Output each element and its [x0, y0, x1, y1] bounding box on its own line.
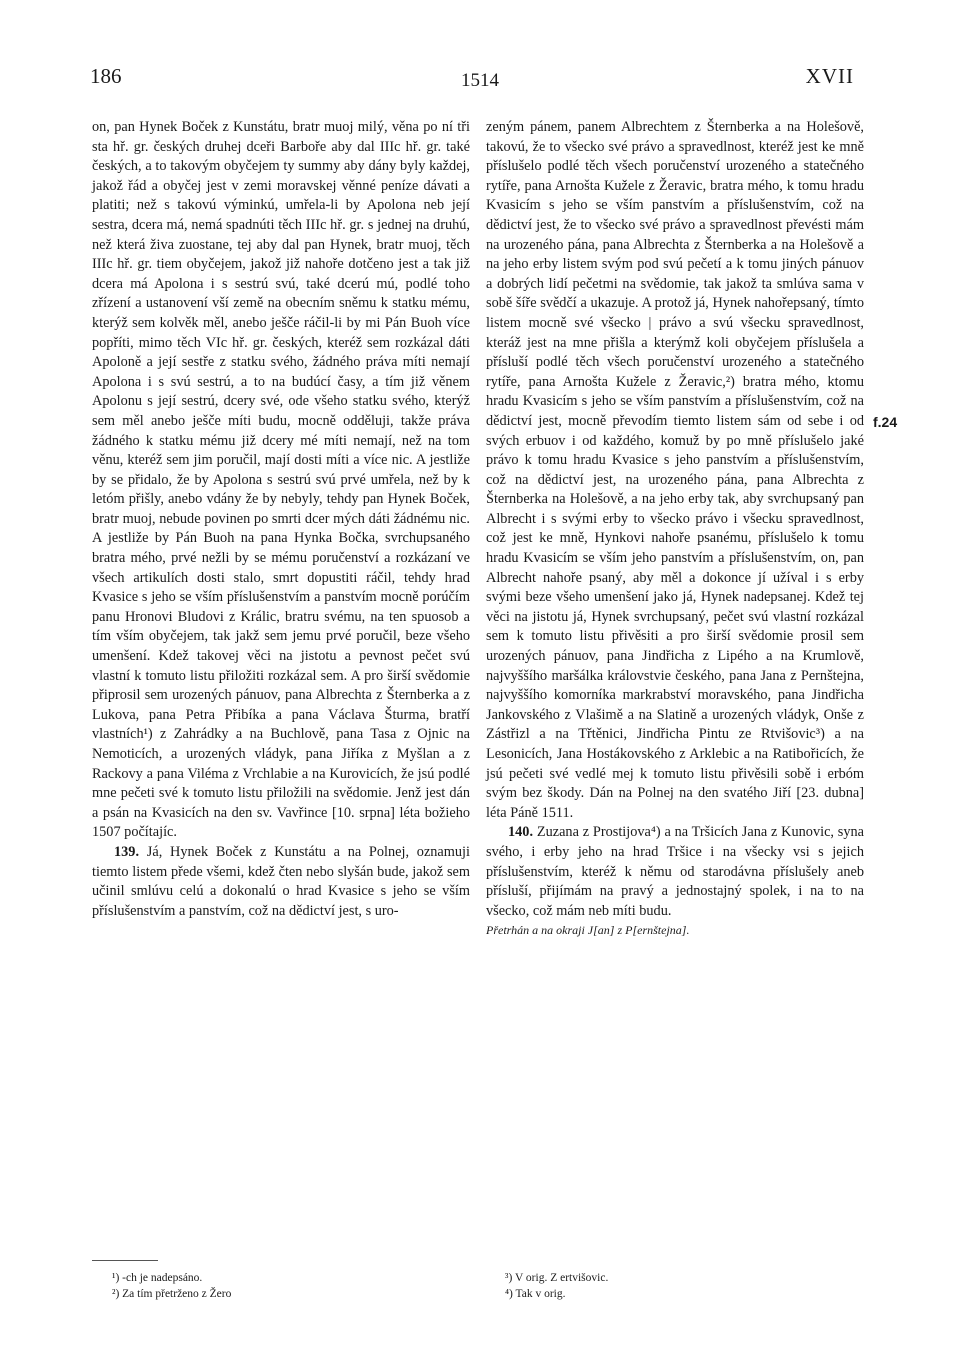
footnote-divider [92, 1260, 158, 1261]
footnote-4: ⁴) Tak v orig. [505, 1288, 566, 1300]
footnotes-right [505, 1270, 845, 1302]
document-number: 140. [508, 824, 534, 841]
page-header [0, 64, 960, 94]
document-139-text: Já, Hynek Boček z Kunstátu a na Polnej, oznamuji tiemto listem přede všemi, kdež čten nebo slyšán bude, jakož sem učinil smlúvu celú a dokonalú o hrad Kvasice s jeho se vším příslušenstvím a panstvím, což na dědictví jest, s uro- [92, 843, 470, 919]
running-year: 1514 [461, 70, 499, 91]
document-number: 139. [114, 843, 140, 860]
page-number: 186 [90, 64, 122, 88]
footnote-1: ¹) -ch je nadepsáno. [112, 1272, 203, 1284]
footnote-3: ³) V orig. Z ertvišovic. [505, 1272, 609, 1284]
footnotes-left [112, 1270, 452, 1302]
document-140-text: Zuzana z Prostijova⁴) a na Tršicích Jana z Kunovic, syna svého, i erby jeho na hrad Tršice i na všecky vsi s jejich příslušenstvím, kteréž k němu od starodávna příslušely aneb přísluší, přijímám na pravý a jednostajný spolek, i na to na všecko, což mám neb míti budu. [486, 824, 865, 919]
right-column [486, 118, 864, 941]
footnote-2: ²) Za tím přetrženo z Žero [112, 1288, 232, 1300]
left-paragraph-continued: on, pan Hynek Boček z Kunstátu, bratr muoj milý, věna po ní tři sta hř. gr. českých druhej dceři Barboře aby dal IIIc hř. gr. také českých, a to takovým obyčejem ty summy aby dány byly každej, jakož řád a obyčej jest v zemi moravskej věnné peníze dávati a platiti; než s takovú výminkú, umřela-li by Apolona neb její sestra, dcera má, nemá spadnúti těch IIIc hř. gr. s jednej na druhú, než která živa zuostane, tej aby dal pan Hynek, bratr muoj, těch IIIc hř. gr. tiem obyčejem, jakož již nahoře dotčeno jest a tak již dcera má Apolona i s sestrú svú, také dcerú mú, podlé toho zřízení a ustanovení vší země na obecním sněmu k statku mému, kterýž sem kolvěk měl, anebo ješče ráčil-li by mi Pán Buoh více popříti, mimo těch VIc hř. gr. českých, kteréž sem rozkázal dáti Apoloně a její sestře z statku svého, žádného práva míti nemají Apolona i s svú sestrú, a to na budúcí časy, a tím již věnem Apolonu s její sestrú, dcery své, ode všeho statku svého, kterýž sem měl anebo ješče míti budu, mocně odděluji, takže práva žádného k statku mému již dcery mé míti nemají, než na tom věnu, kteréž sem jim poručil, mají dosti míti a více nic. A jestliže by se přidalo, že by Apolona s sestrú svú prvé umřela, než by k letóm přišly, anebo vdány že by nebyly, tehdy pan Hynek Boček, bratr muoj, nebude povinen po smrti dcer mých dáti žádnému nic. A jestliže by Pán Buoh na pana Hynka Bočka, svrchupsaného bratra mého, prvé nežli by se mému poručenství a rozkázaní ve všech artikulích dosti stalo, smrt dopustiti ráčil, tehdy hrad Kvasice s jeho se vším příslušenstvím a panstvím mocně porúčím panu Hronovi Bludovi z Králic, bratru svému, na ten spuosob a tím vším obyčejem, tak jakž sem jemu prvé poručil, beze všeho umenšení. Kdež takovej věci na jistotu a pevnost pečet svú vlastní k tomuto listu přiložiti rozkázal sem. A pro širší svědomie připrosil sem urozených pánuov, pana Albrechta z Šternberka a z Lukova, pana Petra Přibíka a pana Václava Šturma, bratří vlastních¹) z Zahrádky a na Buchlově, pana Tasa z Ojnic na Nemoticích, a urozených vládyk, pana Jiříka z Myšlan a z Rackovy a pana Viléma z Vrchlabie a na Kurovicích, že jsú podlé mne pečeti své k tomuto listu přiložili na svědomie. Jenž jest dán a psán na Kvasicích na den sv. Vavřince [10. srpna] léta božieho 1507 počítajíc. [92, 119, 470, 841]
document-139 [92, 843, 470, 921]
left-column [92, 118, 470, 921]
document-140 [486, 823, 864, 921]
right-paragraph-continued: zeným pánem, panem Albrechtem z Šternberka a na Holešově, takovú, že to všecko své právo a spravedlnost, kteréž jest ke mně příslušelo podlé těch všech poručenství urozeného a statečného rytíře, pana Arnošta Kužele z Žeravic, bratra mého, k tomu hradu Kvasicím s jeho se vším panstvím a příslušenstvím, což na dědictví jest, že to všecko své právo a spravedlnost převésti mám na urozeného pána, pana Albrechta z Šternberka a na Holešově a na jeho erby listem svým pod svú pečetí a k tomu jiných pánuov a dobrých lidí pečetmi na svědomie, tak jakož ta smlúva sama v sobě šíře svědčí a ukazuje. A protož já, Hynek nahořepsaný, tímto listem mocně své všecko | právo a svú všecku spravedlnost, kteráž jest na mne přišla a kterýmž koli obyčejem příslušela a přísluší podlé těch všech poručenství urozeného a statečného rytíře, pana Arnošta Kužele z Žeravic,²) bratra mého, ktomu hradu Kvasicím s jeho se vším panstvím a příslušenstvím, což na dědictví jest, mocně převodím tiemto listem sám od sebe i od svých erbuov i od každého, komuž by po mně příslušelo jaké právo k tomu hradu Kvasice s jeho panstvím a příslušenstvím, což na dědictví jest, na urozeného pána, pana Albrechta z Šternberka na Holešově, a na jeho erby tak, aby svrchupsaný pan Albrecht i s svými erby to všecko právo i všecku spravedlnost, což jest ke mně, Hynkovi nahoře psanému, příslušelo k tomu hradu Kvasicím se vším jeho panstvím a příslušenstvím, on, pan Albrecht nahoře psaný, aby měl a dokonce jí užíval i s erby svými beze všeho umenšení jako já, Hynek nadepsanej. Kdež tej věci na jistotu já, Hynek svrchupsaný, pečet svú vlastní rozkázal sem k tomuto listu přivěsiti a pro širší svědomie prosil sem urozených pánuov, pana Jindřicha z Lipého a na Krumlově, najvyššího maršálka královstvie českého, pana Jana z Pernštejna, najvyššího komorníka markrabství moravského, pana Jindřicha Jankovského z Vlašimě a na Slatině a urozených vládyk, Onše z Zástřizl a na Třtěnici, Jindřicha Pintu ze Rtvišovic³) a na Lesonicích, Jana Hostákovského z Arklebic a na Ratibořicích, že jsú pečeti své vedlé mej k tomuto listu přivěsili sobě i erbóm svým bez škody. Dán na Polnej na den svatého Jiří [23. dubna] léta Páně 1511. [486, 119, 864, 821]
editorial-note: Přetrhán a na okraji J[an] z P[ernštejna]. [486, 923, 690, 938]
volume-number: XVII [805, 64, 854, 88]
folio-margin-note: f.24 [873, 414, 898, 430]
